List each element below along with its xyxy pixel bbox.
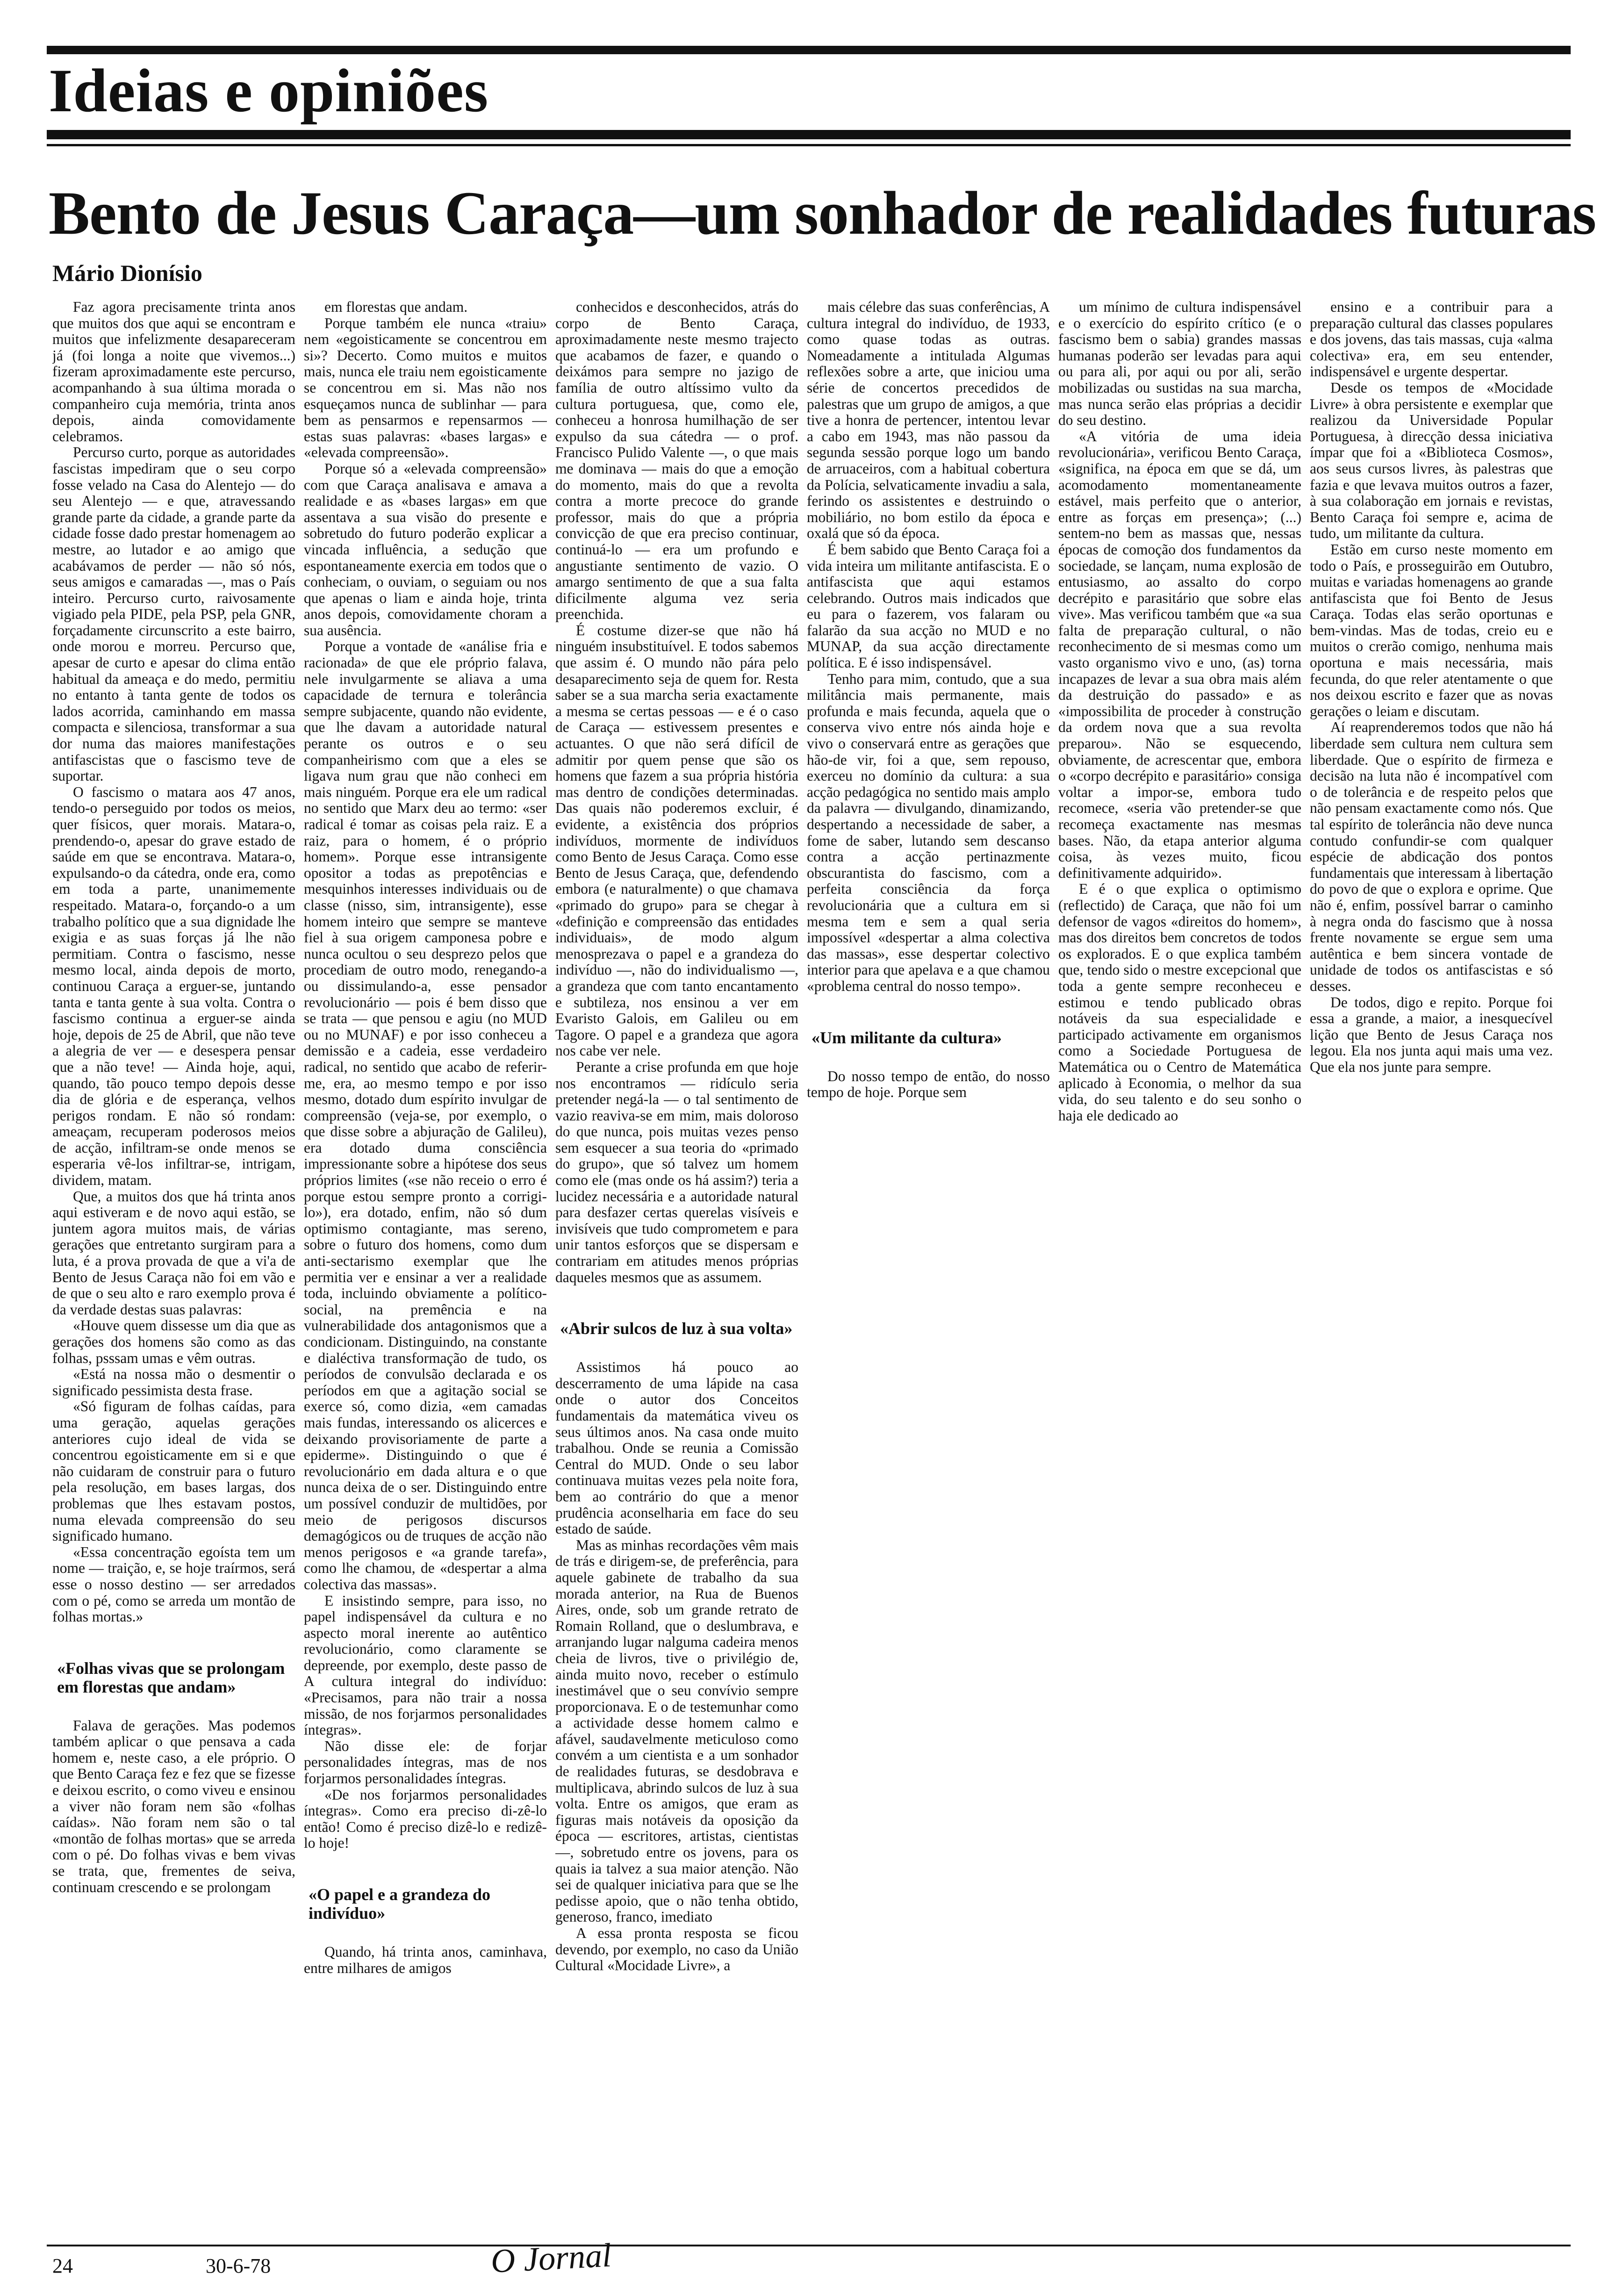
paragraph: Assistimos há pouco ao descerramento de uma lápide na casa onde o autor dos Conceitos fundamentais da matemática viveu os seus últimos anos. Na casa onde muito trabalhou. Onde se reunia a Comissão Central do MUD. Onde o seu labor continuava muitas vezes pela noite fora, bem ao contrário do que a menor prudência aconselharia em face do seu estado de saúde. (555, 1359, 798, 1537)
paragraph: E é o que explica o optimismo (reflectido) de Caraça, que não foi um defensor de vagos «direitos do homem», mas dos direitos bem concretos de todos os explorados. E o que explica também que, tendo sido o mestre excepcional que toda a gente sempre reconheceu e estimou e tendo publicado obras notáveis da sua especialidade e participado activamente em organismos como a Sociedade Portuguesa de Matemática ou o Centro de Matemática aplicado à Economia, o melhor da sua vida, do seu talento e do seu sonho o haja ele dedicado ao (1058, 881, 1301, 1124)
paragraph: um mínimo de cultura indispensável e o exercício do espírito crítico (e o fascismo bem o sabia) grandes massas humanas poderão ser levadas para aqui ou para ali, por aqui ou por ali, serão mobilizadas ou sustidas na sua marcha, mas nunca serão elas próprias a decidir do seu destino. (1058, 299, 1301, 429)
paragraph: Estão em curso neste momento em todo o País, e prosseguirão em Outubro, muitas e variadas homenagens ao grande antifascista que foi Bento de Jesus Caraça. Todas elas serão oportunas e bem-vindas. Mas de todas, creio eu e muitos o crerão comigo, nenhuma mais oportuna e mais necessária, mais fecunda, do que reler atentamente o que nos deixou escrito e fazer que as novas gerações o leiam e discutam. (1310, 541, 1553, 719)
paragraph: Mas as minhas recordações vêm mais de trás e dirigem-se, de preferência, para aquele gabinete de trabalho da sua morada anterior, na Rua de Buenos Aires, onde, sob um grande retrato de Romain Rolland, que o deslumbrava, e arranjando lugar nalguma cadeira menos cheia de livros, tive o privilégio de, ainda muito novo, receber o estímulo inestimável que o seu convívio sempre proporcionava. E o de testemunhar como a actividade desse homem calmo e afável, saudavelmente meticuloso como convém a um cientista e a um sonhador de realidades futuras, se desdobrava e multiplicava, abrindo sulcos de luz à sua volta. Entre os amigos, que eram as figuras mais notáveis da oposição da época — escritores, artistas, cientistas —, sobretudo entre os jovens, para os quais ia talvez a sua maior atenção. Não sei de qualquer iniciativa para que se lhe pedisse apoio, que o não tenha obtido, generoso, franco, imediato (555, 1536, 798, 1925)
paragraph: «Está na nossa mão o desmentir o significado pessimista desta frase. (52, 1366, 295, 1399)
paragraph: É bem sabido que Bento Caraça foi a vida inteira um militante antifascista. E o antifascista que aqui estamos celebrando. Outros mais indicados que eu para o fazerem, vos falaram ou falarão da sua acção no MUD e no MUNAP, da sua acção directamente política. E é isso indispensável. (807, 541, 1050, 671)
article-column-5 (1058, 299, 1301, 2103)
issue-date: 30-6-78 (206, 2254, 271, 2277)
paragraph: Aí reaprenderemos todos que não há liberdade sem cultura nem cultura sem liberdade. Que o espírito de firmeza e decisão na luta não é incompatível com o de tolerância e de respeito pelos que não pensam exactamente como nós. Que tal espírito de tolerância não deve nunca contudo confundir-se com qualquer espécie de abdicação dos pontos fundamentais que interessam à libertação do povo de que o explora e oprime. Que não é, enfim, possível barrar o caminho à negra onda do fascismo que à nossa frente novamente se ergue sem uma autêntica e bem sincera vontade de unidade de todos os antifascistas e só desses. (1310, 719, 1553, 994)
article-column-4 (807, 299, 1050, 2103)
paragraph: Falava de gerações. Mas podemos também aplicar o que pensava a cada homem e, neste caso, a ele próprio. O que Bento Caraça fez e fez que se fizesse e deixou escrito, o como viveu e ensinou a viver não foram nem são «folhas caídas». Não foram nem são o tal «montão de folhas mortas» que se arreda com o pé. Do folhas vivas e bem vivas se trata, que, frementes de seiva, continuam crescendo e se prolongam (52, 1717, 295, 1895)
paragraph: mais célebre das suas conferências, A cultura integral do indivíduo, de 1933, como quase todas as outras. Nomeadamente a intitulada Algumas reflexões sobre a arte, que iniciou uma série de concertos precedidos de palestras que um grupo de amigos, a que tive a honra de pertencer, intentou levar a cabo em 1943, mas não passou da segunda sessão porque logo um bando de arruaceiros, com a habitual cobertura da Polícia, selvaticamente invadiu a sala, ferindo os assistentes e destruindo o mobiliário, no bom estilo da época e oxalá que só da época. (807, 299, 1050, 542)
headline: Bento de Jesus Caraça—um sonhador de realidades futuras (49, 179, 1596, 247)
paragraph: Porque a vontade de «análise fria e racionada» de que ele próprio falava, nele invulgarmente se aliava a uma capacidade de ternura e tolerância sempre subjacente, quando não evidente, que lhe davam a autoridade natural perante os outros e o seu companheirismo com que a eles se ligava num grau que não conheci em mais ninguém. Porque era ele um radical no sentido que Marx deu ao termo: «ser radical é tomar as coisas pela raiz. E a raiz, para o homem, é o próprio homem». Porque esse intransigente opositor a todas as prepotências e mesquinhos interesses individuais ou de classe (nisso, sim, intransigente), esse homem inteiro que sempre se manteve fiel à sua origem camponesa pobre e nunca ocultou o seu desprezo pelos que procediam de outro modo, renegando-a ou dissimulando-a, esse pensador revolucionário — pois é bem disso que se trata — que pensou e agiu (no MUD ou no MUNAF) e por isso conheceu a demissão e a cadeia, esse verdadeiro radical, no sentido que acabo de referir-me, era, ao mesmo tempo e por isso mesmo, dotado dum espírito invulgar de compreensão (veja-se, por exemplo, o que disse sobre a abjuração de Galileu), era dotado duma consciência impressionante sobre a hipótese dos seus próprios limites («se não receio o erro é porque estou sempre pronto a corrigi-lo»), era dotado, enfim, não só dum optimismo contagiante, mas sereno, sobre o futuro dos homens, como dum anti-sectarismo exemplar que lhe permitia ver e ensinar a ver a realidade toda, incluindo obviamente a político-social, na premência e na vulnerabilidade dos antagonismos que a condicionam. Distinguindo, na constante e dialéctiva transformação de tudo, os períodos de convulsão declarada e os períodos em que a agitação social se exerce só, como dizia, «em camadas mais fundas, interessando os alicerces e deixando provisoriamente de parte a epiderme». Distinguindo o que é revolucionário em dada altura e o que nunca deixa de o ser. Distinguindo entre um possível conduzir de multidões, por meio de perigosos discursos demagógicos ou de truques de acção não menos perigosos e «a grande tarefa», como lhe chamou, de «despertar a alma colectiva das massas». (304, 638, 547, 1593)
footer-rule (47, 2245, 1571, 2246)
masthead-signature: O Jornal (490, 2236, 612, 2280)
paragraph: Porque só a «elevada compreensão» com que Caraça analisava e amava a realidade e as «bases largas» em que assentava a sua visão do presente e sobretudo do futuro poderão explicar a vincada influência, a sedução que espontaneamente exercia em todos que o conheciam, o ouviam, o seguiam ou nos que apenas o liam e ainda hoje, trinta anos depois, comovidamente choram a sua ausência. (304, 460, 547, 639)
paragraph: Que, a muitos dos que há trinta anos aqui estiveram e de novo aqui estão, se juntem agora muitos mais, de várias gerações que entretanto surgiram para a luta, é a prova provada de que a vi'a de Bento de Jesus Caraça não foi em vão e de que o seu alto e raro exemplo prova é da verdade destas suas palavras: (52, 1188, 295, 1318)
paragraph: «A vitória de uma ideia revolucionária», verificou Bento Caraça, «significa, na época em que se dá, um acomodamento momentaneamente estável, mais perfeito que o anterior, entre as forças em presença»; (...) sentem-no bem as massas que, nessas épocas de comoção dos fundamentos da sociedade, se lançam, numa explosão de entusiasmo, ao assalto do corpo decrépito e parasitário que sobre elas vive». Mas verificou também que «a sua falta de preparação cultural, o não reconhecimento de si mesmas como um vasto organismo vivo e uno, (as) torna incapazes de levar a sua obra mais além da destruição do passado» e as «impossibilita de proceder à construção da ordem nova que a sua revolta preparou». Não se esquecendo, obviamente, de acrescentar que, embora o «corpo decrépito e parasitário» consiga voltar a impor-se, embora tudo recomece, «seria vão pretender-se que recomeça exactamente nas mesmas bases. Não, da etapa anterior alguma coisa, às vezes muito, ficou definitivamente adquirido». (1058, 428, 1301, 881)
paragraph: Tenho para mim, contudo, que a sua militância mais permanente, mais profunda e mais fecunda, aquela que o conserva vivo entre nós ainda hoje e vivo o conservará entre as gerações que hão-de vir, foi a que, sem repouso, exerceu no domínio da cultura: a sua acção pedagógica no sentido mais amplo da palavra — divulgando, dinamizando, despertando a necessidade de saber, a fome de saber, lutando sem descanso contra a acção pertinazmente obscurantista do fascismo, com a perfeita consciência da força revolucionária que a cultura em si mesma tem e sem a qual seria impossível «despertar a alma colectiva das massas», esse despertar colectivo interior para que apelava e a que chamou «problema central do nosso tempo». (807, 670, 1050, 994)
paragraph: Faz agora precisamente trinta anos que muitos dos que aqui se encontram e muitos que infelizmente desapareceram já (foi longa a noite que vivemos...) fizeram aproximadamente este percurso, acompanhando à sua última morada o companheiro cuja memória, trinta anos depois, ainda comovidamente celebramos. (52, 299, 295, 445)
paragraph: «De nos forjarmos personalidades íntegras». Como era preciso di-zê-lo então! Como é preciso dizê-lo e redizê-lo hoje! (304, 1786, 547, 1851)
paragraph: O fascismo o matara aos 47 anos, tendo-o perseguido por todos os meios, quer físicos, quer morais. Matara-o, prendendo-o, apesar do grave estado de saúde em que se encontrava. Matara-o, expulsando-o da cátedra, onde era, como em toda a parte, unanimemente respeitado. Matara-o, forçando-o a um trabalho político que a sua dignidade lhe exigia e as suas forças já lhe não permitiam. Contra o fascismo, nesse mesmo local, ainda depois de morto, continuou Caraça a erguer-se, juntando tanta e tanta gente à sua volta. Contra o fascismo continua a erguer-se ainda hoje, depois de 25 de Abril, que não teve a alegria de ver — e desespera pensar que a não teve! — Ainda hoje, aqui, quando, tão pouco tempo depois desse dia de glória e de esperança, velhos perigos rondam. E não só rondam: ameaçam, recuperam poderosos meios de acção, infiltram-se onde menos se esperaria vê-los infiltrar-se, intrigam, dividem, matam. (52, 783, 295, 1189)
paragraph: Desde os tempos de «Mocidade Livre» à obra persistente e exemplar que realizou da Universidade Popular Portuguesa, à direcção dessa iniciativa ímpar que foi a «Biblioteca Cosmos», aos seus cursos livres, às palestras que fazia e que levava muitos outros a fazer, à sua colaboração em jornais e revistas, Bento Caraça foi sempre e, acima de tudo, um militante da cultura. (1310, 379, 1553, 542)
paragraph: em florestas que andam. (324, 299, 468, 315)
subheading: «O papel e a grandeza do indivíduo» (309, 1885, 491, 1923)
paragraph: Percurso curto, porque as autoridades fascistas impediram que o seu corpo fosse velado na Casa do Alentejo — do seu Alentejo — e que, atravessando grande parte da cidade, a grande parte da cidade fosse dado prestar homenagem ao mestre, ao lutador e ao amigo que acabávamos de perder — não só nós, seus amigos e camaradas —, mas o País inteiro. Percurso curto, raivosamente vigiado pela PIDE, pela PSP, pela GNR, forçadamente circunscrito a este bairro, onde morou e morreu. Percurso que, apesar de curto e apesar do clima então habitual da ameaça e do medo, permitiu no entanto à tanta gente de todos os lados acorrida, caminhando em massa compacta e silenciosa, transformar a sua dor numa das maiores manifestações antifascistas que o fascismo teve de suportar. (52, 444, 295, 784)
paragraph: E insistindo sempre, para isso, no papel indispensável da cultura e no aspecto moral inerente ao autêntico revolucionário, como claramente se depreende, por exemplo, deste passo de A cultura integral do indivíduo: «Precisamos, para não trair a nossa missão, de nos forjarmos personalidades íntegras». (304, 1592, 547, 1738)
subheading: «Abrir sulcos de luz à sua volta» (560, 1319, 793, 1338)
paragraph: Não disse ele: de forjar personalidades íntegras, mas de nos forjarmos personalidades íntegras. (304, 1737, 547, 1787)
article-column-3 (555, 299, 798, 2103)
subheading: «Um militante da cultura» (812, 1028, 1002, 1047)
paragraph: conhecidos e desconhecidos, atrás do corpo de Bento Caraça, aproximadamente neste mesmo trajecto que acabamos de fazer, e quando o deixámos para sempre no jazigo de família de outro altíssimo vulto da cultura portuguesa, que, como ele, conheceu a honrosa humilhação de ser expulso da sua cátedra — o prof. Francisco Pulido Valente —, o que mais me dominava — mais do que a emoção do momento, mais do que a revolta contra a morte precoce do grande professor, mais do que a própria convicção de que era preciso continuar, continuá-lo — era um profundo e angustiante sentimento de vazio. O amargo sentimento de que a sua falta dificilmente alguma vez seria preenchida. (555, 299, 798, 623)
paragraph: Porque também ele nunca «traiu» nem «egoisticamente se concentrou em si»? Decerto. Como muitos e muitos mais, nunca ele traiu nem egoisticamente se concentrou em si. Mas não nos esqueçamos nunca de sublinhar — para bem as pensarmos e repensarmos — estas suas palavras: «bases largas» e «elevada compreensão». (304, 315, 547, 461)
section-rule-thick (47, 130, 1571, 139)
paragraph: «Só figuram de folhas caídas, para uma geração, aquelas gerações anteriores cujo ideal de vida se concentrou egoisticamente em si e que não cuidaram de construir para o futuro pela resolução, em bases largas, dos problemas que lhes estavam postos, numa elevada compreensão do seu significado humano. (52, 1398, 295, 1544)
paragraph: É costume dizer-se que não há ninguém insubstituível. E todos sabemos que assim é. O mundo não pára pelo desaparecimento seja de quem for. Resta saber se a sua marcha seria exactamente a mesma se certas pessoas — e é o caso de Caraça — estivessem presentes e actuantes. O que não será difícil de admitir por quem pense que são os homens que fazem a sua própria história mas dentro de condições determinadas. Das quais não poderemos excluir, é evidente, a existência dos próprios indivíduos, mormente de indivíduos como Bento de Jesus Caraça. Como esse Bento de Jesus Caraça, que, defendendo embora (e naturalmente) o que chamava «primado do grupo» para se chegar à «definição e compreensão das entidades individuais», de modo algum menosprezava o papel e a grandeza do indivíduo —, não do individualismo —, a grandeza que com tanto encantamento e subtileza, nos ensinou a ver em Evaristo Galois, em Galileu ou em Tagore. O papel e a grandeza que agora nos cabe ver nele. (555, 622, 798, 1059)
paragraph: «Houve quem dissesse um dia que as gerações dos homens são como as das folhas, psssam umas e vêm outras. (52, 1317, 295, 1366)
subheading: «Folhas vivas que se prolongam em florestas que andam» (57, 1658, 285, 1696)
article-column-1 (52, 299, 295, 2103)
paragraph: «Essa concentração egoísta tem um nome — traição, e, se hoje traírmos, será esse o nosso destino — ser arredados com o pé, como se arreda um montão de folhas mortas.» (52, 1543, 295, 1625)
section-rule-thin (47, 144, 1571, 146)
page-number: 24 (52, 2254, 73, 2277)
paragraph: Do nosso tempo de então, do nosso tempo de hoje. Porque sem (807, 1068, 1050, 1101)
section-title: Ideias e opiniões (49, 56, 489, 125)
paragraph: Quando, há trinta anos, caminhava, entre milhares de amigos (304, 1944, 547, 1976)
paragraph: Perante a crise profunda em que hoje nos encontramos — ridículo seria pretender negá-la — o tal sentimento de vazio reaviva-se em mim, mais doloroso do que nunca, pois muitas vezes penso sem esquecer a sua teoria do «primado do grupo», que só talvez um homem como ele (mas onde os há assim?) teria a lucidez necessária e a autoridade natural para desfazer certas querelas visíveis e invisíveis que tudo comprometem e para unir tantos esforços que se dispersam e contrariam em atitudes menos próprias daqueles mesmos que as assumem. (555, 1058, 798, 1285)
article-column-6 (1310, 299, 1553, 2103)
top-rule-thick (47, 46, 1571, 54)
paragraph: De todos, digo e repito. Porque foi essa a grande, a maior, a inesquecível lição que Bento de Jesus Caraça nos legou. Ela nos junta aqui mais uma vez. Que ela nos junte para sempre. (1310, 994, 1553, 1075)
paragraph: ensino e a contribuir para a preparação cultural das classes populares e dos jovens, das tais massas, cuja «alma colectiva» era, em seu entender, indispensável e urgente despertar. (1310, 299, 1553, 380)
byline: Mário Dionísio (52, 260, 202, 286)
article-column-2 (304, 299, 547, 2103)
paragraph: A essa pronta resposta se ficou devendo, por exemplo, no caso da União Cultural «Mocidade Livre», a (555, 1925, 798, 1974)
